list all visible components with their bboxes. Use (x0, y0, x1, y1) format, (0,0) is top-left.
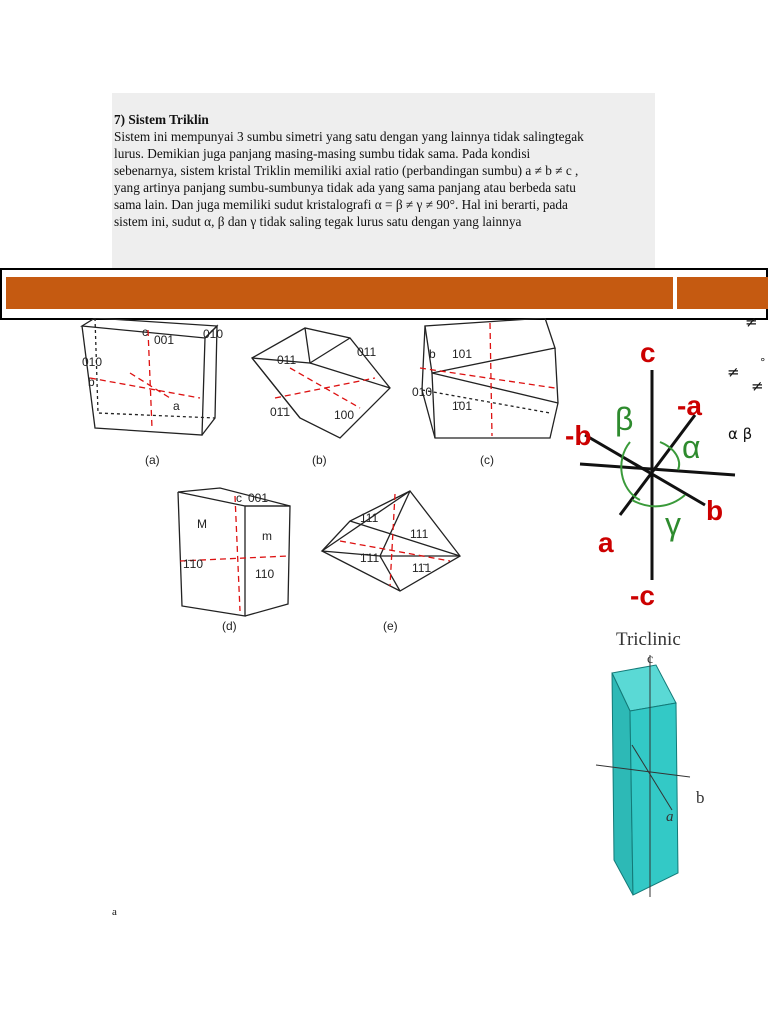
label-e-111-right: 111 (410, 527, 429, 541)
description-box (112, 93, 655, 269)
side-symbol: ≠ (751, 377, 764, 395)
prism-label-b: b (696, 788, 705, 807)
crystal-forms-figure (70, 318, 570, 648)
label-a-010-left: 010 (82, 355, 103, 369)
section-heading: 7) Sistem Triklin (114, 112, 209, 127)
crystal-c (420, 318, 558, 438)
label-c-010: 010 (412, 385, 433, 399)
axis-label-a: a (598, 527, 614, 558)
text-line: sama lain. Dan juga memiliki sudut kristalografi α = β ≠ γ ≠ 90°. Hal ini berarti, pada (114, 197, 568, 212)
label-c-1-01: 1̄01 (452, 399, 473, 413)
label-b-011-right: 011 (357, 345, 377, 359)
label-d-110: 110 (255, 567, 275, 581)
text-line: lurus. Demikian juga panjang masing-masing sumbu tidak sama. Pada kondisi (114, 146, 531, 161)
label-a-001: 001 (154, 333, 175, 347)
caption-c: (c) (480, 453, 494, 467)
crystal-e (322, 491, 460, 591)
label-a-010-right: 010 (203, 327, 224, 341)
side-symbol: α β (728, 425, 753, 443)
label-b-011-left: 011 (277, 353, 297, 367)
axis-label-c: c (640, 337, 656, 368)
angle-label-gamma: γ (665, 506, 681, 542)
label-e-11-1: 11̄1 (412, 561, 432, 575)
label-a-a: a (173, 399, 180, 413)
label-a-b: b (88, 375, 95, 389)
text-line: Sistem ini mempunyai 3 sumbu simetri yang satu dengan yang lainnya tidak salingtegak (114, 129, 584, 144)
label-d-m: m (262, 529, 272, 543)
text-line: sebenarnya, sistem kristal Triklin memiliki axial ratio (perbandingan sumbu) a ≠ b ≠ c , (114, 163, 579, 178)
triclinic-prism-figure (590, 625, 730, 905)
side-symbol: ° (760, 356, 766, 369)
label-d-1-10: 1̄10 (183, 557, 204, 571)
text-line: yang artinya panjang sumbu-sumbunya tidak ada yang sama panjang atau berbeda satu (114, 180, 576, 195)
angle-label-beta: β (615, 401, 634, 437)
text-line: sistem ini, sudut α, β dan γ tidak saling tegak lurus satu dengan yang lainnya (114, 214, 522, 229)
label-b-100: 100 (334, 408, 355, 422)
axis-label-neg-c: -c (630, 580, 655, 611)
caption-a: (a) (145, 453, 160, 467)
header-cell-2 (677, 277, 768, 309)
label-d-M: M (197, 517, 207, 531)
label-d-001: 001 (248, 491, 269, 505)
axis-label-neg-b: -b (565, 420, 592, 451)
table-header-bar (0, 268, 768, 320)
axis-label-b: b (706, 495, 724, 526)
caption-d: (d) (222, 619, 237, 633)
description-text (114, 111, 650, 230)
label-c-101: 101 (452, 347, 473, 361)
prism-label-a: a (666, 809, 674, 825)
side-symbol: ≠ (745, 313, 758, 331)
caption-e: (e) (383, 619, 398, 633)
label-e-1-11: 1̄11 (360, 551, 380, 565)
crystal-a (82, 318, 217, 435)
crystal-d (178, 488, 290, 616)
label-b-0-11: 01̄1 (270, 405, 291, 419)
header-cell-1 (6, 277, 673, 309)
label-d-c: c (236, 491, 242, 505)
prism-label-c: c (647, 652, 654, 667)
label-a-c: c (142, 325, 148, 339)
axis-label-neg-a: -a (677, 390, 702, 421)
angle-label-alpha: α (682, 429, 701, 465)
caption-b: (b) (312, 453, 327, 467)
side-symbol: ≠ (727, 363, 740, 381)
label-e-111-top: 111 (360, 511, 379, 525)
label-c-b: b (429, 347, 436, 361)
prism-title: Triclinic (616, 629, 681, 650)
footer-letter: a (112, 906, 117, 918)
